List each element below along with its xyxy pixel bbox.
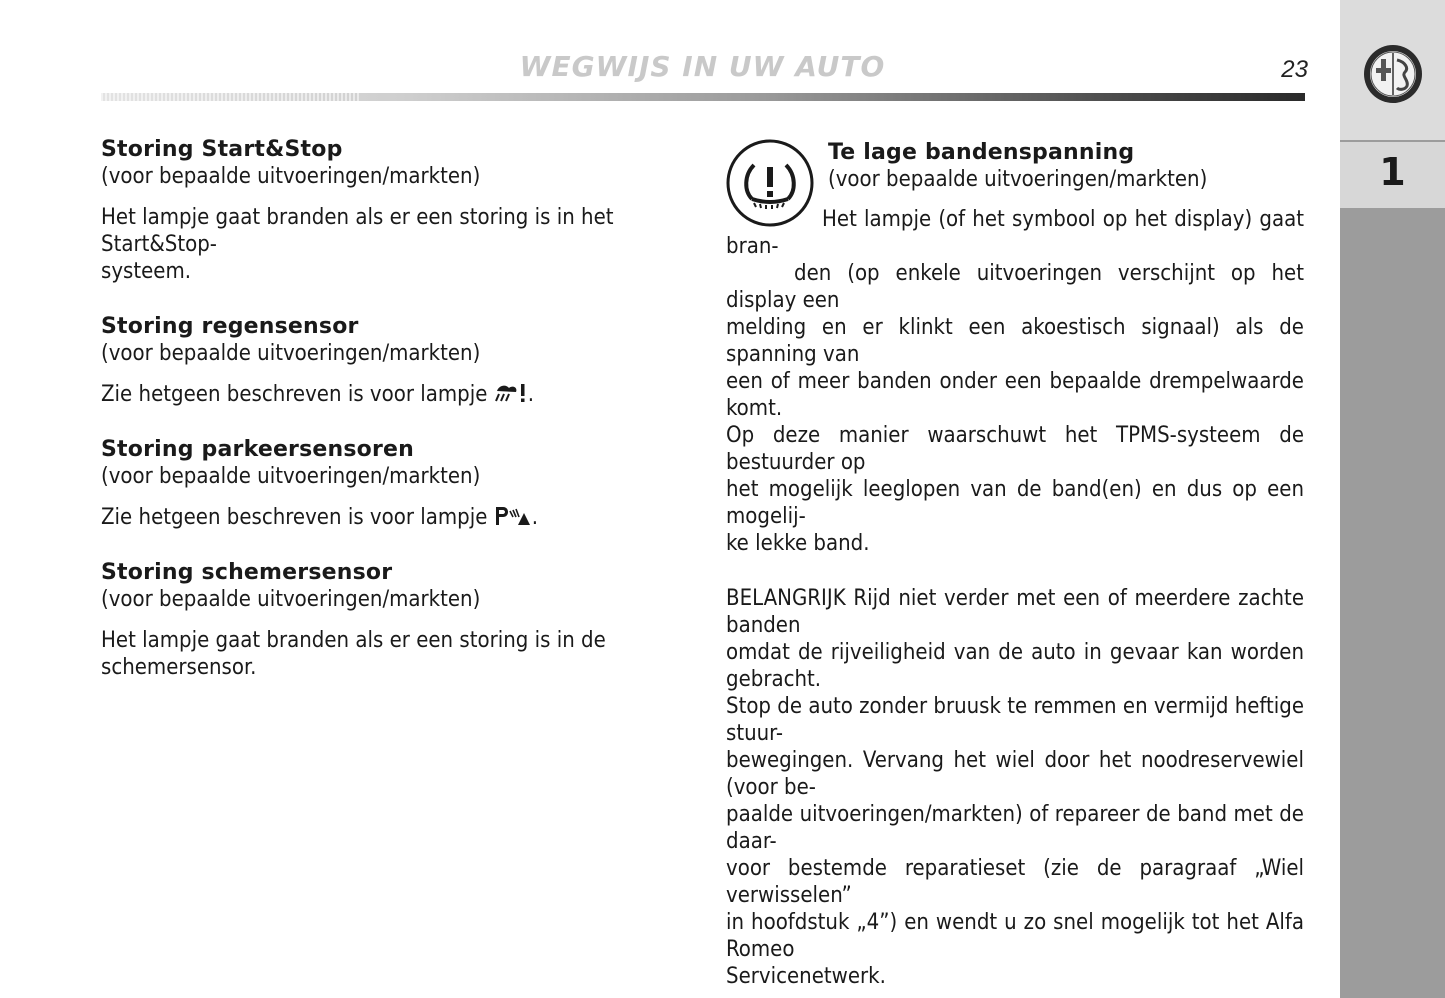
- body-line: Het lampje (of het symbool op het display) gaat bran-: [726, 207, 1304, 259]
- body-line: paalde uitvoeringen/markten) of repareer de band met de daar-: [726, 802, 1304, 854]
- page-header-title: WEGWIJS IN UW AUTO: [519, 50, 886, 83]
- body-line: den (op enkele uitvoeringen verschijnt op het display een: [726, 261, 1304, 313]
- right-body: [726, 206, 1304, 990]
- body-end: .: [531, 505, 539, 530]
- chapter-tab[interactable]: [1340, 142, 1445, 208]
- parking-sensor-icon: [494, 505, 532, 527]
- body-line: systeem.: [101, 259, 192, 284]
- chapter-number: 1: [1379, 150, 1406, 194]
- section-subtitle: (voor bepaalde uitvoeringen/markten): [101, 341, 481, 366]
- page-number: 23: [1281, 56, 1308, 83]
- section-body: [101, 204, 686, 285]
- body-line: BELANGRIJK Rijd niet verder met een of meerdere zachte banden: [726, 586, 1304, 638]
- section-subtitle: (voor bepaalde uitvoeringen/markten): [828, 167, 1208, 192]
- body-line: in hoofdstuk „4”) en wendt u zo snel mogelijk tot het Alfa Romeo: [726, 910, 1304, 962]
- body-line: het mogelijk leeglopen van de band(en) en dus op een mogelij-: [726, 477, 1304, 529]
- body-text: Zie hetgeen beschreven is voor lampje: [101, 382, 488, 407]
- body-line: bewegingen. Vervang het wiel door het noodreservewiel (voor be-: [726, 748, 1304, 800]
- body-line: ke lekke band.: [726, 531, 870, 556]
- right-heading: [828, 139, 1308, 193]
- body-line: Het lampje gaat branden als er een storing is in de schemersensor.: [101, 628, 606, 680]
- section-body: [101, 627, 686, 681]
- section-title: Storing schemersensor: [101, 560, 393, 585]
- section-title: Storing parkeersensoren: [101, 437, 415, 462]
- body-line: Stop de auto zonder bruusk te remmen en vermijd heftige stuur-: [726, 694, 1304, 746]
- body-line: een of meer banden onder een bepaalde drempelwaarde komt.: [726, 369, 1304, 421]
- body-line: Op deze manier waarschuwt het TPMS-systeem de bestuurder op: [726, 423, 1304, 475]
- body-end: .: [527, 382, 535, 407]
- important-paragraph: [726, 585, 1304, 990]
- section-subtitle: (voor bepaalde uitvoeringen/markten): [101, 464, 481, 489]
- section-subtitle: (voor bepaalde uitvoeringen/markten): [101, 587, 481, 612]
- left-column: [101, 136, 686, 681]
- body-line: Het lampje gaat branden als er een storing is in het Start&Stop-: [101, 205, 614, 257]
- rain-sensor-warning-icon: [494, 382, 528, 404]
- body-line: melding en er klinkt een akoestisch signaal) als de spanning van: [726, 315, 1304, 367]
- section-title: Storing regensensor: [101, 314, 359, 339]
- body-line: voor bestemde reparatieset (zie de paragraaf „Wiel verwisselen”: [726, 856, 1304, 908]
- body-line: omdat de rijveiligheid van de auto in gevaar kan worden gebracht.: [726, 640, 1304, 692]
- tpms-paragraph: [726, 206, 1304, 557]
- section-body: [101, 504, 686, 531]
- body-text: Zie hetgeen beschreven is voor lampje: [101, 505, 488, 530]
- header-rule: [101, 93, 1305, 101]
- section-subtitle: (voor bepaalde uitvoeringen/markten): [101, 164, 481, 189]
- section-title: Storing Start&Stop: [101, 137, 343, 162]
- section-title: Te lage bandenspanning: [828, 140, 1135, 165]
- section-body: [101, 381, 686, 408]
- body-line: Servicenetwerk.: [726, 964, 886, 989]
